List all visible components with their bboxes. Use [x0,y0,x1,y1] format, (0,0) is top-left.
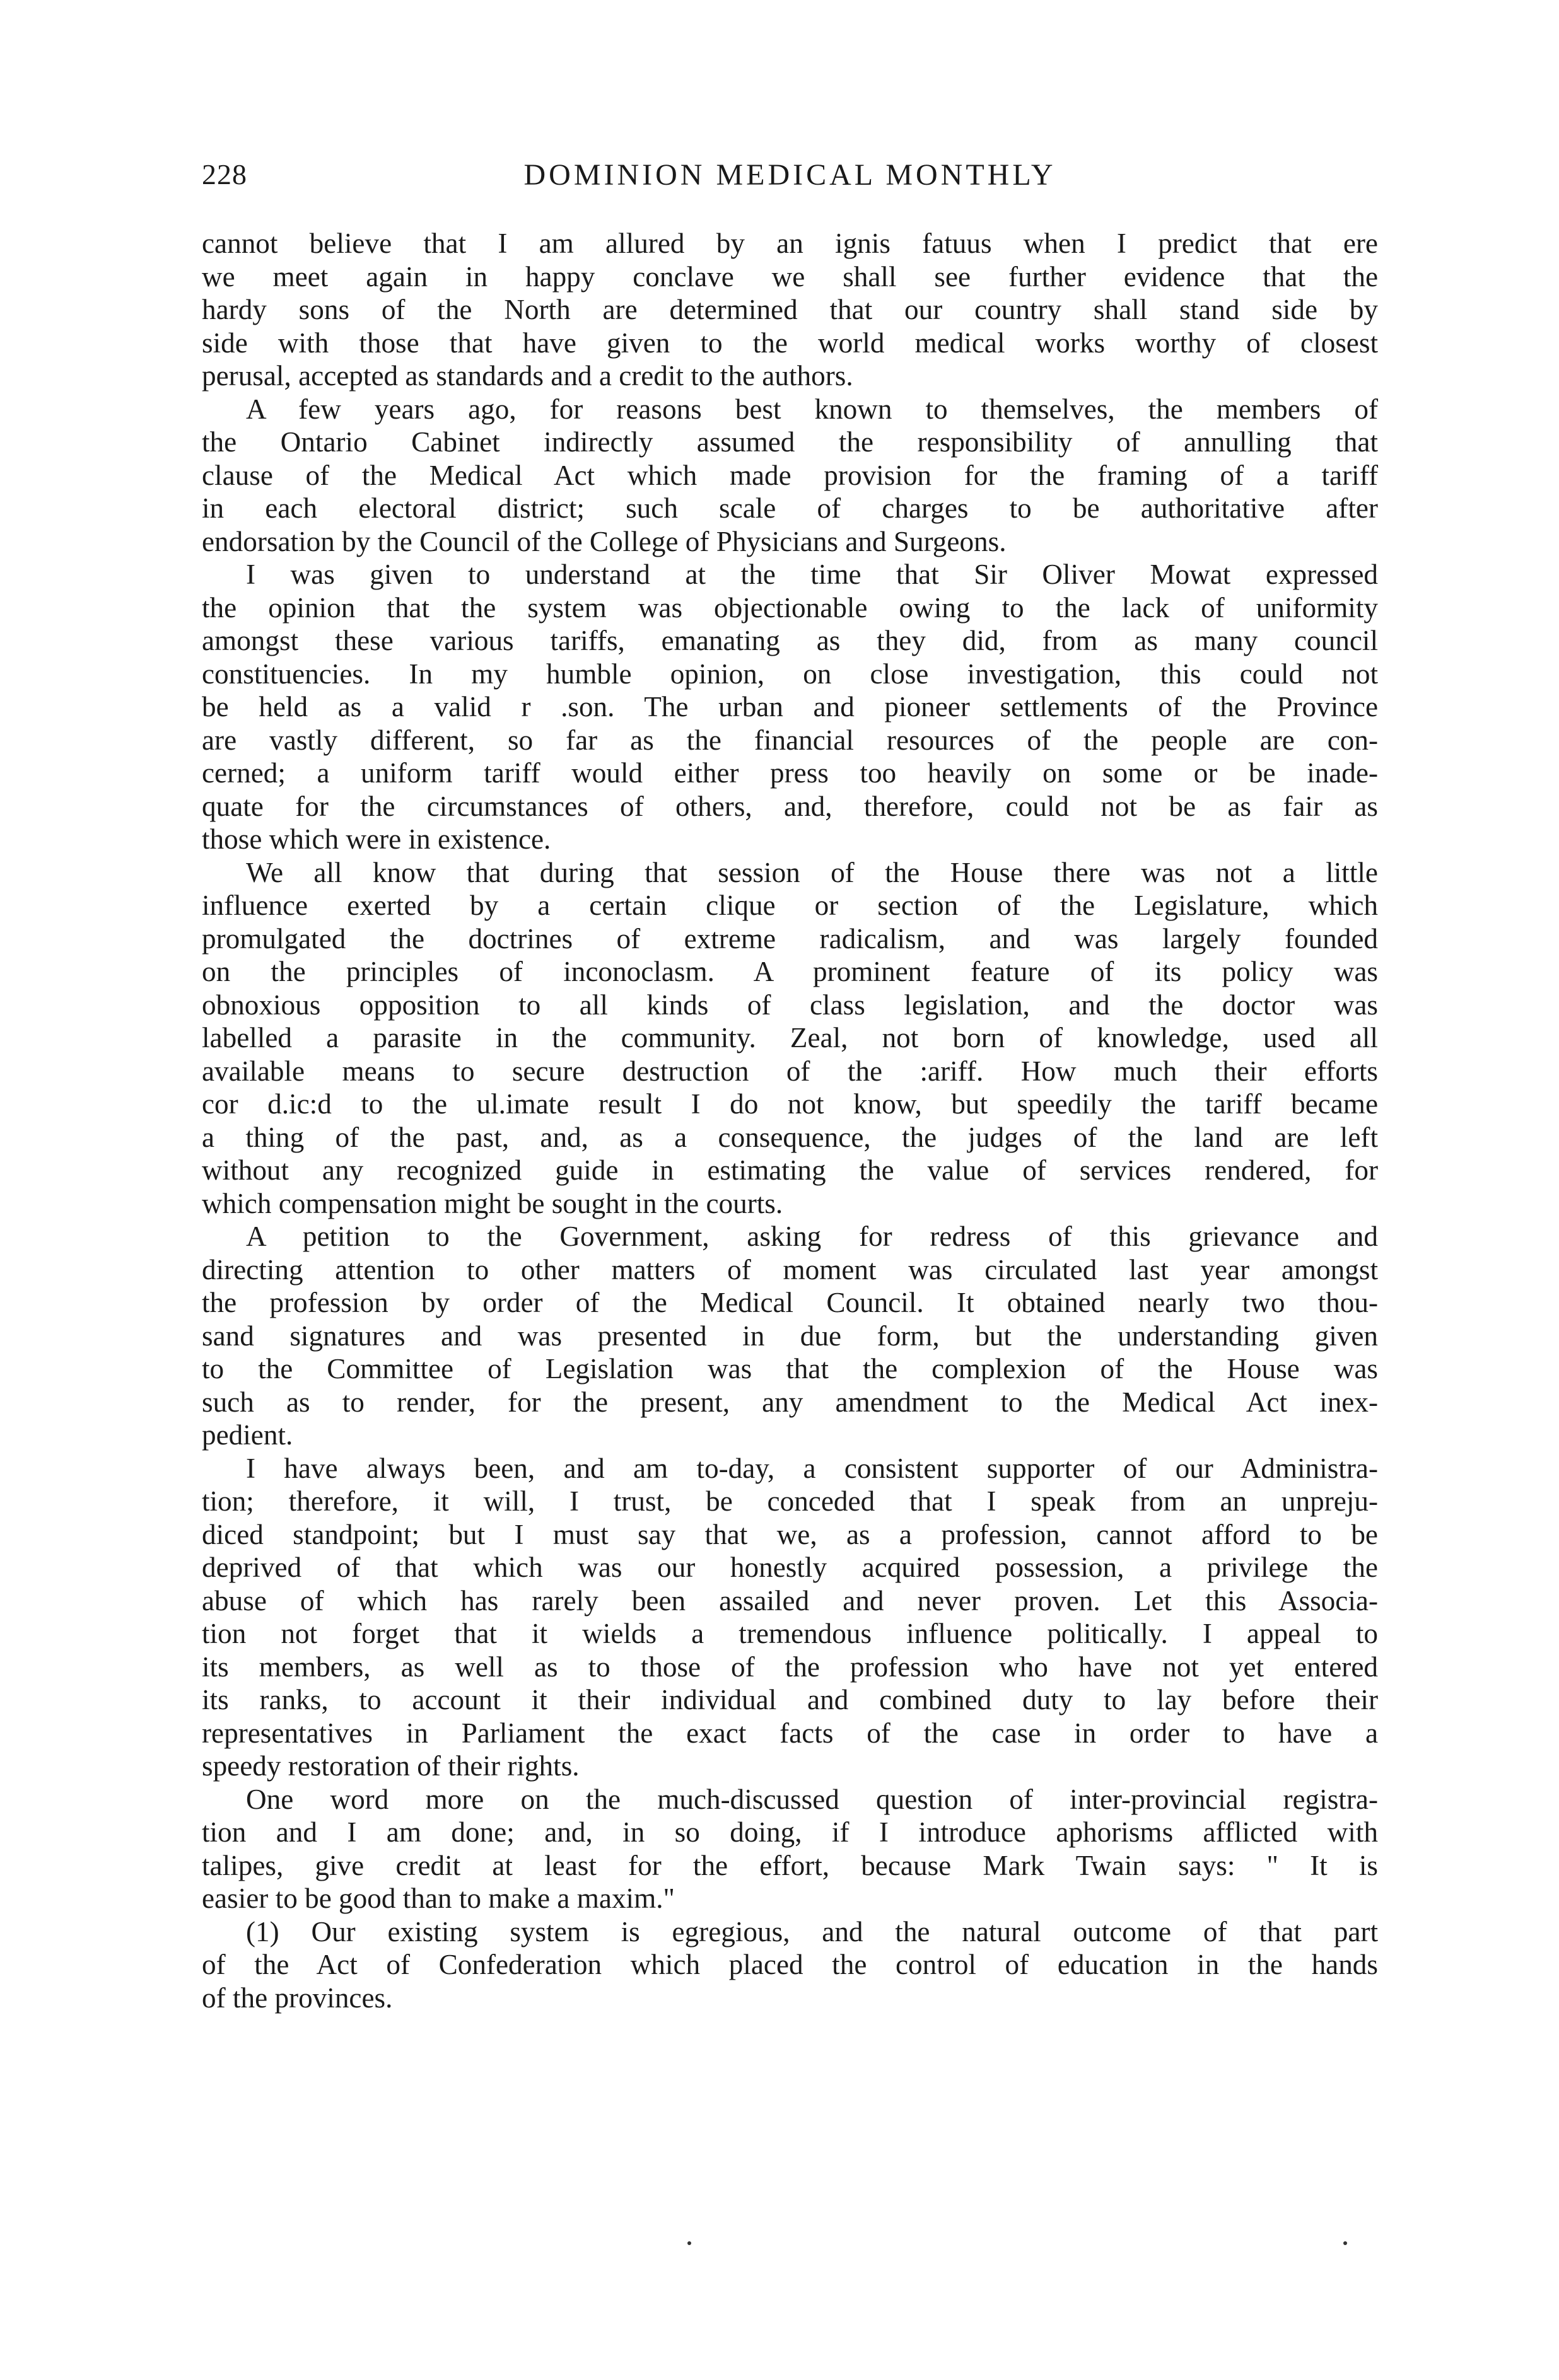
paragraph [202,1220,1378,1452]
text-line: to the Committee of Legislation was that the complexion of the House was [202,1353,1378,1384]
text-line: available means to secure destruction of the :ariff. How much their efforts [202,1055,1378,1087]
text-line: cor d.ic:d to the ul.imate result I do not know, but speedily the tariff became [202,1088,1378,1120]
text-line: its ranks, to account it their individual and combined duty to lay before their [202,1684,1378,1715]
text-line: on the principles of inconoclasm. A prominent feature of its policy was [202,956,1378,987]
text-line: talipes, give credit at least for the effort, because Mark Twain says: " It is [202,1849,1378,1881]
text-line: we meet again in happy conclave we shall see further evidence that the [202,260,1378,293]
text-line: amongst these various tariffs, emanating as they did, from as many council [202,625,1378,656]
text-line: those which were in existence. [202,823,551,855]
text-line: hardy sons of the North are determined that our country shall stand side by [202,294,1378,325]
paragraph [202,856,1378,1221]
text-line: I was given to understand at the time that Sir Oliver Mowat expressed [246,559,1378,590]
text-line: the Ontario Cabinet indirectly assumed the responsibility of annulling that [202,426,1378,458]
paragraph [202,1915,1378,2015]
stray-dot [1343,2241,1347,2245]
text-line: speedy restoration of their rights. [202,1750,580,1782]
text-line: the opinion that the system was objectionable owing to the lack of uniformity [202,591,1378,624]
text-line: such as to render, for the present, any amendment to the Medical Act inex- [202,1386,1378,1418]
text-line: One word more on the much-discussed question of inter-provincial registra- [246,1783,1378,1815]
text-line: of the provinces. [202,1982,393,2014]
text-line: cannot believe that I am allured by an ignis fatuus when I predict that ere [202,228,1378,259]
text-line: tion; therefore, it will, I trust, be conceded that I speak from an unpreju- [202,1485,1378,1517]
page-number: 228 [202,158,247,190]
text-line: cerned; a uniform tariff would either press too heavily on some or be inade- [202,757,1378,789]
text-line: constituencies. In my humble opinion, on close investigation, this could not [202,658,1378,690]
text-line: abuse of which has rarely been assailed and never proven. Let this Associa- [202,1584,1378,1617]
text-line: obnoxious opposition to all kinds of class legislation, and the doctor was [202,989,1378,1021]
text-line: representatives in Parliament the exact facts of the case in order to have a [202,1717,1378,1749]
text-line: A few years ago, for reasons best known to themselves, the members of [246,393,1378,425]
text-line: deprived of that which was our honestly acquired possession, a privilege the [202,1552,1378,1583]
text-line: tion and I am done; and, in so doing, if I introduce aphorisms afflicted with [202,1816,1378,1848]
stray-marks [202,2235,1378,2273]
text-line: We all know that during that session of the House there was not a little [246,856,1378,888]
text-line: A petition to the Government, asking for redress of this grievance and [246,1221,1378,1252]
text-line: labelled a parasite in the community. Zeal, not born of knowledge, used all [202,1022,1378,1054]
text-line: side with those that have given to the world medical works worthy of closest [202,327,1378,359]
text-line: perusal, accepted as standards and a credit to the authors. [202,360,853,392]
text-line: the profession by order of the Medical Council. It obtained nearly two thou- [202,1287,1378,1318]
text-line: without any recognized guide in estimating the value of services rendered, for [202,1154,1378,1186]
text-line: be held as a valid r .son. The urban and pioneer settlements of the Province [202,691,1378,723]
text-line: endorsation by the Council of the College of Physicians and Surgeons. [202,525,1007,557]
text-line: quate for the circumstances of others, and, therefore, could not be as fair as [202,790,1378,822]
text-line: its members, as well as to those of the profession who have not yet entered [202,1651,1378,1683]
text-line: of the Act of Confederation which placed the control of education in the hands [202,1949,1378,1980]
text-line: which compensation might be sought in the courts. [202,1187,783,1219]
text-line: are vastly different, so far as the financial resources of the people are con- [202,724,1378,756]
running-head: DOMINION MEDICAL MONTHLY [523,158,1056,192]
paragraph [202,1452,1378,1783]
text-line: influence exerted by a certain clique or section of the Legislature, which [202,890,1378,921]
page-header [202,158,1378,208]
text-line: promulgated the doctrines of extreme radicalism, and was largely founded [202,922,1378,955]
paragraph [202,558,1378,856]
text-line: in each electoral district; such scale of charges to be authoritative after [202,492,1378,524]
text-line: diced standpoint; but I must say that we, as a profession, cannot afford to be [202,1518,1378,1550]
stray-dot [687,2241,691,2245]
text-line: a thing of the past, and, as a consequence, the judges of the land are left [202,1121,1378,1153]
paragraph [202,393,1378,559]
text-line: pedient. [202,1419,293,1451]
paragraph [202,227,1378,393]
paragraph [202,1783,1378,1915]
text-line: sand signatures and was presented in due form, but the understanding given [202,1320,1378,1352]
text-line: clause of the Medical Act which made provision for the framing of a tariff [202,459,1378,491]
text-line: (1) Our existing system is egregious, and the natural outcome of that part [246,1915,1378,1948]
text-line: tion not forget that it wields a tremendous influence politically. I appeal to [202,1618,1378,1649]
text-line: I have always been, and am to-day, a consistent supporter of our Administra- [246,1452,1378,1484]
text-line: directing attention to other matters of moment was circulated last year amongst [202,1253,1378,1286]
article-body [202,227,1378,2014]
text-line: easier to be good than to make a maxim." [202,1883,675,1914]
